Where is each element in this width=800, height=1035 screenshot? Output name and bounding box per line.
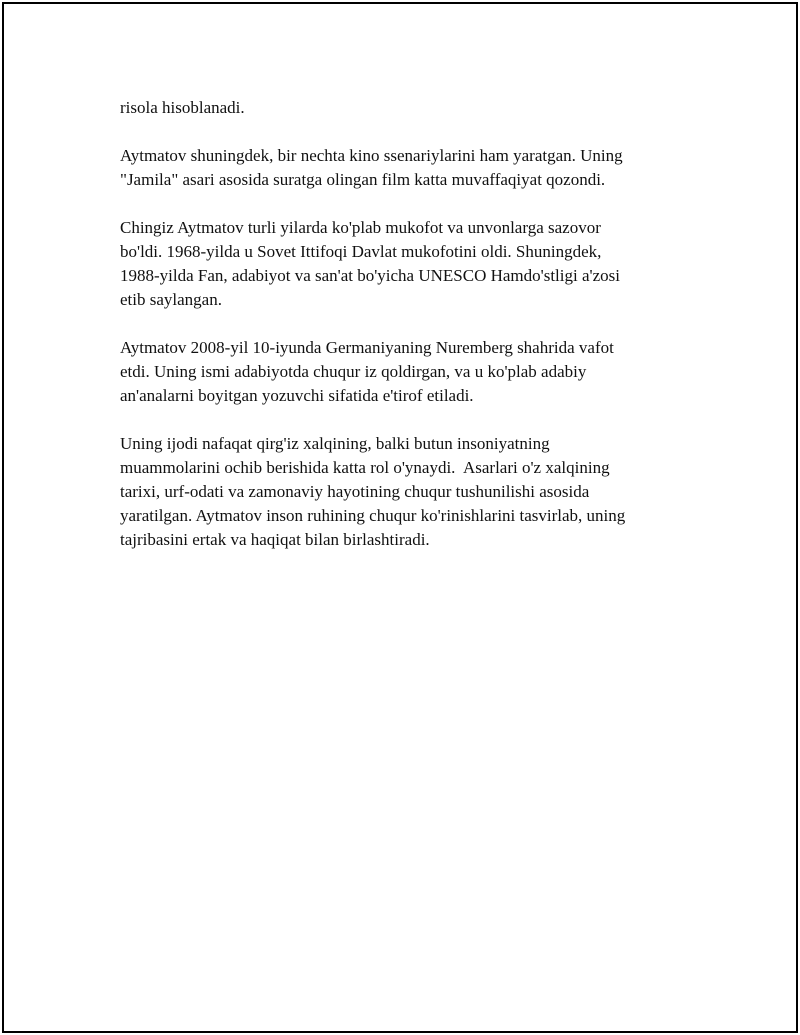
- text-line: etdi. Uning ismi adabiyotda chuqur iz qoldirgan, va u ko'plab adabiy: [120, 362, 587, 381]
- paragraph: [120, 432, 676, 552]
- text-line: "Jamila" asari asosida suratga olingan film katta muvaffaqiyat qozondi.: [120, 170, 606, 189]
- text-line: Aytmatov shuningdek, bir nechta kino ssenariylarini ham yaratgan. Uning: [120, 146, 623, 165]
- document-page: [2, 2, 798, 1033]
- text-line: tajribasini ertak va haqiqat bilan birlashtiradi.: [120, 530, 430, 549]
- text-line: etib saylangan.: [120, 290, 222, 309]
- text-line: Uning ijodi nafaqat qirg'iz xalqining, balki butun insoniyatning: [120, 434, 550, 453]
- text-line: tarixi, urf-odati va zamonaviy hayotining chuqur tushunilishi asosida: [120, 482, 590, 501]
- text-line: Chingiz Aytmatov turli yilarda ko'plab mukofot va unvonlarga sazovor: [120, 218, 601, 237]
- text-line: bo'ldi. 1968-yilda u Sovet Ittifoqi Davlat mukofotini oldi. Shuningdek,: [120, 242, 602, 261]
- text-line: risola hisoblanadi.: [120, 98, 245, 117]
- text-line: yaratilgan. Aytmatov inson ruhining chuqur ko'rinishlarini tasvirlab, uning: [120, 506, 626, 525]
- paragraph: [120, 216, 676, 312]
- paragraph: [120, 96, 676, 120]
- document-body: [120, 96, 676, 576]
- text-line: Aytmatov 2008-yil 10-iyunda Germaniyaning Nuremberg shahrida vafot: [120, 338, 614, 357]
- paragraph: [120, 336, 676, 408]
- text-line: 1988-yilda Fan, adabiyot va san'at bo'yicha UNESCO Hamdo'stligi a'zosi: [120, 266, 620, 285]
- text-line: muammolarini ochib berishida katta rol o'ynaydi. Asarlari o'z xalqining: [120, 458, 610, 477]
- paragraph: [120, 144, 676, 192]
- text-line: an'analarni boyitgan yozuvchi sifatida e'tirof etiladi.: [120, 386, 474, 405]
